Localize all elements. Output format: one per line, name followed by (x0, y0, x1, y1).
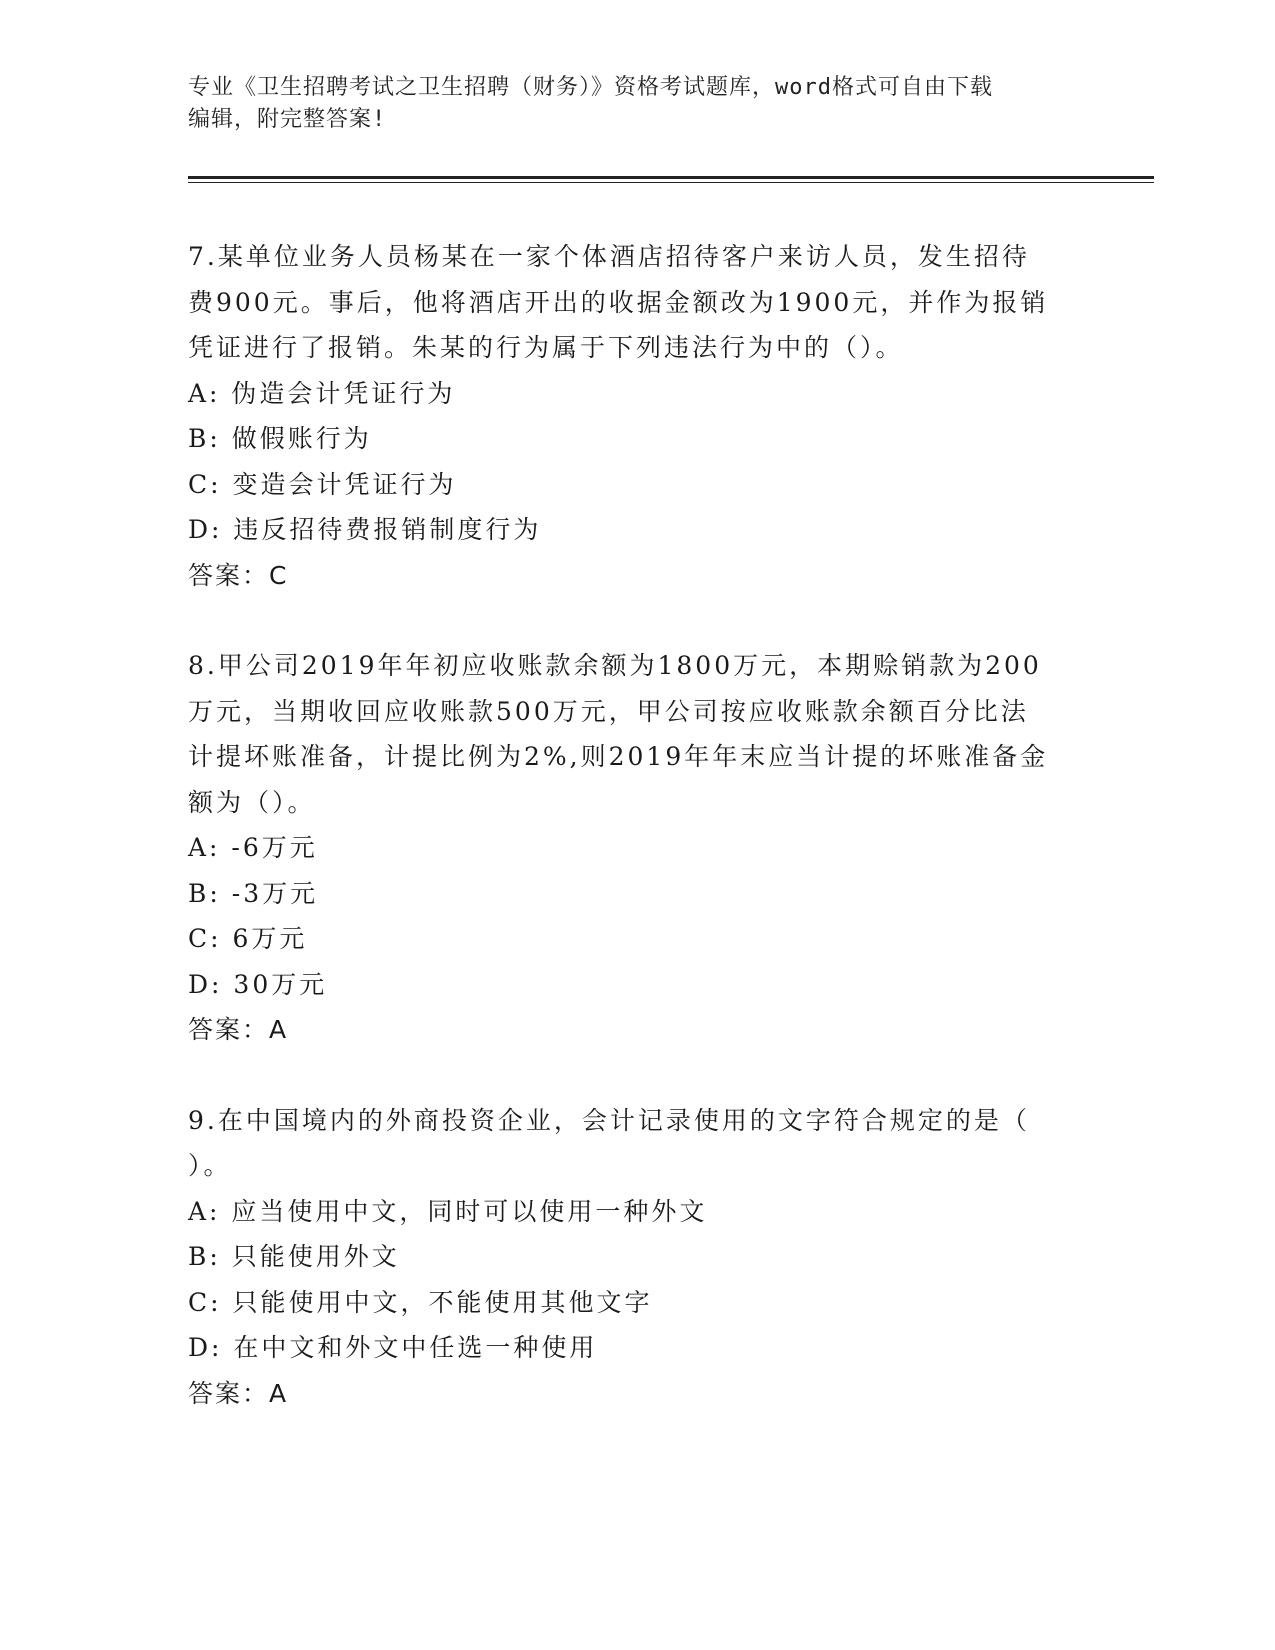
question-text-line: 计提坏账准备，计提比例为2%,则2019年年末应当计提的坏账准备金 (188, 742, 1049, 771)
question-text-line: 9.在中国境内的外商投资企业，会计记录使用的文字符合规定的是（ (188, 1105, 1030, 1135)
header-line-1: 专业《卫生招聘考试之卫生招聘（财务）》资格考试题库，word格式可自由下载 (188, 75, 993, 100)
option-b: B: 做假账行为 (188, 424, 372, 453)
answer: 答案：C (188, 560, 289, 590)
question-list (188, 234, 1088, 1416)
header-divider-thick (188, 176, 1154, 179)
question-text-line: 万元，当期收回应收账款500万元，甲公司按应收账款余额百分比法 (188, 696, 1029, 726)
question-text-line: 费900元。事后，他将酒店开出的收据金额改为1900元，并作为报销 (188, 287, 1049, 317)
option-c: C: 6万元 (188, 924, 308, 953)
answer: 答案：A (188, 1378, 289, 1408)
question-text-line: 额为（）。 (188, 787, 316, 817)
option-c: C: 变造会计凭证行为 (188, 469, 457, 499)
option-a: A: 伪造会计凭证行为 (188, 378, 456, 408)
option-d: D: 违反招待费报销制度行为 (188, 515, 542, 544)
question-7 (188, 234, 1088, 598)
option-c: C: 只能使用中文，不能使用其他文字 (188, 1287, 653, 1317)
question-spacer (188, 1053, 1088, 1098)
question-text-line: 7.某单位业务人员杨某在一家个体酒店招待客户来访人员，发生招待 (188, 242, 1030, 271)
option-d: D: 在中文和外文中任选一种使用 (188, 1333, 598, 1362)
answer: 答案：A (188, 1015, 289, 1044)
document-header (188, 72, 1088, 136)
option-a: A: -6万元 (188, 833, 318, 862)
question-8 (188, 643, 1088, 1053)
question-text-line: ）。 (188, 1151, 232, 1180)
question-text-line: 8.甲公司2019年年初应收账款余额为1800万元，本期赊销款为200 (188, 651, 1042, 680)
header-divider-thin (188, 182, 1154, 183)
header-line-2: 编辑，附完整答案! (188, 107, 387, 132)
option-b: B: -3万元 (188, 878, 319, 908)
question-spacer (188, 598, 1088, 643)
option-a: A: 应当使用中文，同时可以使用一种外文 (188, 1196, 708, 1226)
question-text-line: 凭证进行了报销。朱某的行为属于下列违法行为中的（）。 (188, 333, 904, 362)
option-d: D: 30万元 (188, 969, 328, 999)
question-9 (188, 1098, 1088, 1417)
option-b: B: 只能使用外文 (188, 1242, 400, 1271)
